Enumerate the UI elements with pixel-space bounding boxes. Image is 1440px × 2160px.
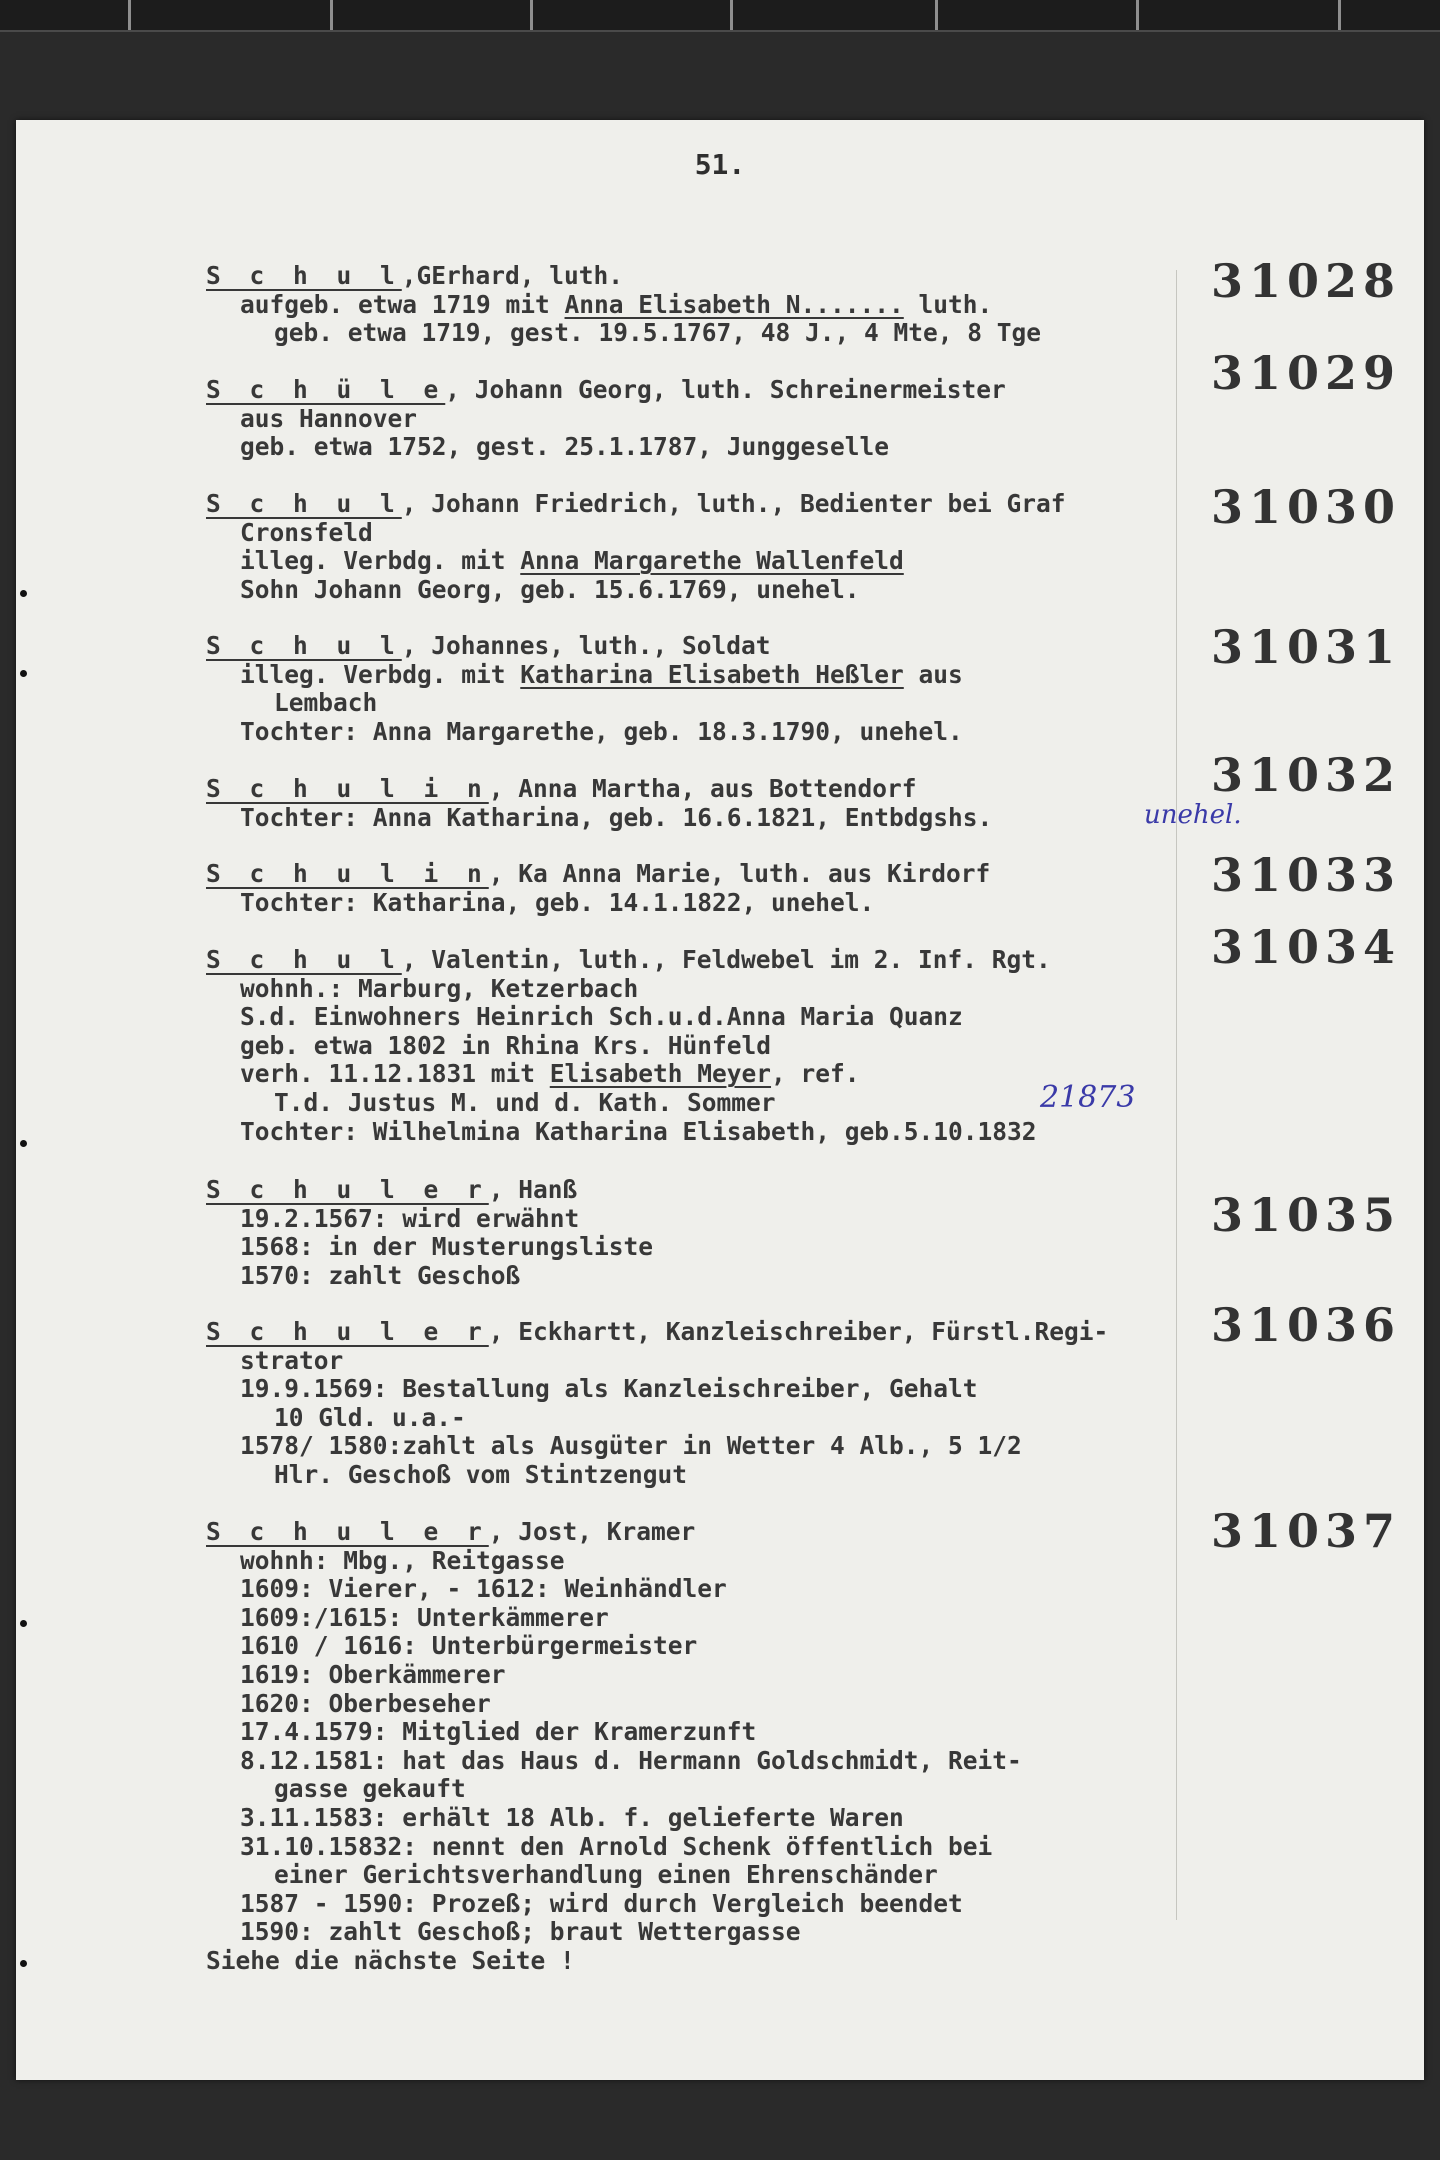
entry-line: 1610 / 1616: Unterbürgermeister <box>240 1631 698 1661</box>
entry-line: 31.10.15832: nennt den Arnold Schenk öffentlich bei <box>240 1831 993 1861</box>
entry-line: geb. etwa 1802 in Rhina Krs. Hünfeld <box>240 1030 772 1060</box>
ruler-tick <box>730 0 733 30</box>
entry-line: aus Hannover <box>240 403 418 433</box>
ruler-tick <box>530 0 533 30</box>
punch-hole <box>20 1620 27 1627</box>
punch-hole <box>20 1140 27 1147</box>
entry-header: , Valentin, luth., Feldwebel im 2. Inf. Rgt. <box>401 945 1051 974</box>
record-number: 31031 <box>1211 620 1402 674</box>
entry-31034 <box>206 946 1186 1146</box>
surname: S c h u l e r <box>206 1175 489 1204</box>
ruler-tick <box>1136 0 1139 30</box>
entry-header: , Johannes, luth., Soldat <box>401 631 771 660</box>
entry-line: Cronsfeld <box>240 517 373 547</box>
entry-line: gasse gekauft <box>274 1774 466 1804</box>
entry-line: Tochter: Wilhelmina Katharina Elisabeth, geb.5.10.1832 <box>240 1116 1037 1146</box>
ruler-tick <box>1338 0 1341 30</box>
entry-line: luth. <box>903 289 993 319</box>
entry-line: wohnh.: Marburg, Ketzerbach <box>240 973 639 1003</box>
record-number: 31033 <box>1211 848 1402 902</box>
entry-31035 <box>206 1176 1186 1290</box>
entry-line: 1609:/1615: Unterkämmerer <box>240 1602 609 1632</box>
entry-line: 19.9.1569: Bestallung als Kanzleischreiber, Gehalt <box>240 1374 978 1404</box>
entry-line: Tochter: Katharina, geb. 14.1.1822, unehel. <box>240 887 875 917</box>
ruler-tick <box>128 0 131 30</box>
entry-line: 10 Gld. u.a.- <box>274 1402 466 1432</box>
punch-holes <box>20 150 40 2050</box>
entry-header: , Johann Friedrich, luth., Bedienter bei Graf <box>401 489 1066 518</box>
entry-header: ,GErhard, luth. <box>401 261 624 290</box>
entry-line: wohnh: Mbg., Reitgasse <box>240 1545 565 1575</box>
handwritten-note: 21873 <box>1040 1080 1136 1115</box>
entry-header: , Ka Anna Marie, luth. aus Kirdorf <box>488 859 991 888</box>
entry-line: verh. 11.12.1831 mit <box>240 1059 550 1089</box>
ruler-tick <box>330 0 333 30</box>
record-number: 31030 <box>1211 480 1402 534</box>
ruler-tick <box>935 0 938 30</box>
entry-line: 1620: Oberbeseher <box>240 1688 491 1718</box>
entry-31036 <box>206 1318 1186 1490</box>
entry-header: , Johann Georg, luth. Schreinermeister <box>445 375 1006 404</box>
partner-name: Anna Margarethe Wallenfeld <box>520 546 904 576</box>
surname: S c h ü l e <box>206 375 446 404</box>
surname: S c h u l i n <box>206 859 489 888</box>
entry-line: 1619: Oberkämmerer <box>240 1659 506 1689</box>
entry-header: , Eckhartt, Kanzleischreiber, Fürstl.Regi- <box>488 1317 1109 1346</box>
surname: S c h u l e r <box>206 1517 489 1546</box>
entry-line: 19.2.1567: wird erwähnt <box>240 1203 580 1233</box>
entry-line: einer Gerichtsverhandlung einen Ehrenschänder <box>274 1860 938 1890</box>
surname: S c h u l e r <box>206 1317 489 1346</box>
surname: S c h u l <box>206 261 402 290</box>
entry-line: Lembach <box>274 688 378 718</box>
entry-line: 1590: zahlt Geschoß; braut Wettergasse <box>240 1917 801 1947</box>
entry-line: S.d. Einwohners Heinrich Sch.u.d.Anna Maria Quanz <box>240 1002 963 1032</box>
record-number: 31035 <box>1211 1188 1402 1242</box>
entry-line: aufgeb. etwa 1719 mit <box>240 289 565 319</box>
scanner-ruler <box>0 0 1440 32</box>
record-number: 31034 <box>1211 920 1402 974</box>
entry-31029 <box>206 376 1186 462</box>
entry-line: 8.12.1581: hat das Haus d. Hermann Goldschmidt, Reit- <box>240 1745 1022 1775</box>
entry-line: Tochter: Anna Katharina, geb. 16.6.1821, Entbdgshs. <box>240 802 993 832</box>
entry-line: , ref. <box>771 1059 860 1089</box>
record-number: 31036 <box>1211 1298 1402 1352</box>
record-number: 31029 <box>1211 346 1402 400</box>
entry-header: , Jost, Kramer <box>488 1517 696 1546</box>
entry-line: 17.4.1579: Mitglied der Kramerzunft <box>240 1717 757 1747</box>
entry-line: T.d. Justus M. und d. Kath. Sommer <box>274 1087 776 1117</box>
punch-hole <box>20 1960 27 1967</box>
entry-31028 <box>206 262 1186 348</box>
entry-line: illeg. Verbdg. mit <box>240 546 521 576</box>
record-number: 31032 <box>1211 748 1402 802</box>
surname: S c h u l <box>206 489 402 518</box>
entry-line: 1609: Vierer, - 1612: Weinhändler <box>240 1574 727 1604</box>
entry-line: strator <box>240 1345 344 1375</box>
entry-line: Tochter: Anna Margarethe, geb. 18.3.1790, unehel. <box>240 716 963 746</box>
surname: S c h u l i n <box>206 774 489 803</box>
entry-31031 <box>206 632 1186 746</box>
entry-line: 1570: zahlt Geschoß <box>240 1260 521 1290</box>
entry-line: geb. etwa 1719, gest. 19.5.1767, 48 J., 4 Mte, 8 Tge <box>274 318 1042 348</box>
punch-hole <box>20 670 27 677</box>
entry-line: illeg. Verbdg. mit <box>240 659 521 689</box>
entry-header: , Hanß <box>488 1175 578 1204</box>
entry-line: geb. etwa 1752, gest. 25.1.1787, Junggeselle <box>240 432 890 462</box>
entry-line: 1578/ 1580:zahlt als Ausgüter in Wetter 4 Alb., 5 1/2 <box>240 1431 1022 1461</box>
entry-31033 <box>206 860 1186 917</box>
entry-line: 1568: in der Musterungsliste <box>240 1232 654 1262</box>
entry-line: Hlr. Geschoß vom Stintzengut <box>274 1459 688 1489</box>
record-number: 31028 <box>1211 254 1402 308</box>
entry-31037 <box>206 1518 1186 1976</box>
surname: S c h u l <box>206 631 402 660</box>
punch-hole <box>20 590 27 597</box>
partner-name: Katharina Elisabeth Heßler <box>520 659 904 689</box>
entry-line: aus <box>903 659 963 689</box>
page-number: 51. <box>694 148 746 181</box>
spouse-name: Elisabeth Meyer <box>549 1059 772 1089</box>
entry-line: Sohn Johann Georg, geb. 15.6.1769, unehel. <box>240 574 860 604</box>
index-card-page <box>16 120 1424 2080</box>
record-number: 31037 <box>1211 1504 1402 1558</box>
entry-31030 <box>206 490 1186 604</box>
entry-header: , Anna Martha, aus Bottendorf <box>488 774 917 803</box>
continuation-note: Siehe die nächste Seite ! <box>206 1945 575 1975</box>
entry-31032 <box>206 775 1186 832</box>
entry-line: 1587 - 1590: Prozeß; wird durch Vergleich beendet <box>240 1888 963 1918</box>
surname: S c h u l <box>206 945 402 974</box>
handwritten-note: unehel. <box>1144 800 1242 830</box>
spouse-name: Anna Elisabeth N....... <box>564 289 904 319</box>
entry-line: 3.11.1583: erhält 18 Alb. f. gelieferte Waren <box>240 1802 904 1832</box>
